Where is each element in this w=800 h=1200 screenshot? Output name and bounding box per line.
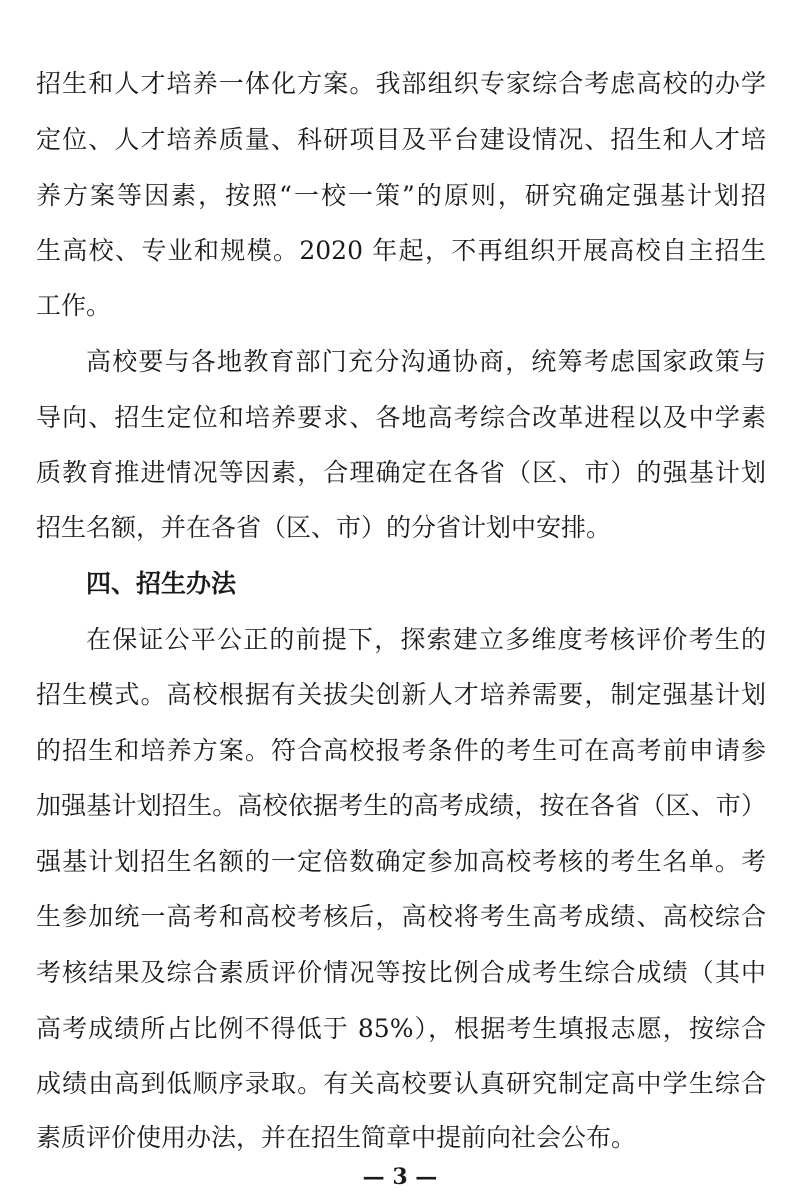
text-line: 招生和人才培养一体化方案。我部组织专家综合考虑高校的办学 (36, 69, 766, 98)
text-line: 素质评价使用办法，并在招生简章中提前向社会公布。 (36, 1123, 637, 1152)
page-number: — 3 — (362, 1164, 438, 1190)
text-line: 高校要与各地教育部门充分沟通协商，统筹考虑国家政策与 (86, 347, 766, 376)
text-line: 招生模式。高校根据有关拔尖创新人才培养需要，制定强基计划 (36, 680, 766, 709)
text-line: 定位、人才培养质量、科研项目及平台建设情况、招生和人才培 (36, 125, 766, 154)
text-line: 质教育推进情况等因素，合理确定在各省（区、市）的强基计划 (36, 458, 766, 487)
text-line: 生高校、专业和规模。2020 年起，不再组织开展高校自主招生 (36, 236, 766, 265)
text-line: 的招生和培养方案。符合高校报考条件的考生可在高考前申请参 (36, 736, 766, 765)
text-line: 养方案等因素，按照“一校一策”的原则，研究确定强基计划招 (36, 181, 766, 210)
text-line: 加强基计划招生。高校依据考生的高考成绩，按在各省（区、市） (36, 791, 766, 820)
text-line: 招生名额，并在各省（区、市）的分省计划中安排。 (36, 513, 612, 542)
text-line: 考核结果及综合素质评价情况等按比例合成考生综合成绩（其中 (36, 958, 766, 987)
text-line: 高考成绩所占比例不得低于 85%），根据考生填报志愿，按综合 (36, 1014, 766, 1043)
text-line: 生参加统一高考和高校考核后，高校将考生高考成绩、高校综合 (36, 902, 766, 931)
text-line: 工作。 (36, 291, 112, 320)
text-line: 在保证公平公正的前提下，探索建立多维度考核评价考生的 (86, 625, 766, 654)
text-line: 导向、招生定位和培养要求、各地高考综合改革进程以及中学素 (36, 403, 766, 432)
text-line: 成绩由高到低顺序录取。有关高校要认真研究制定高中学生综合 (36, 1069, 766, 1098)
text-line: 强基计划招生名额的一定倍数确定参加高校考核的考生名单。考 (36, 847, 766, 876)
section-heading: 四、招生办法 (86, 569, 237, 598)
